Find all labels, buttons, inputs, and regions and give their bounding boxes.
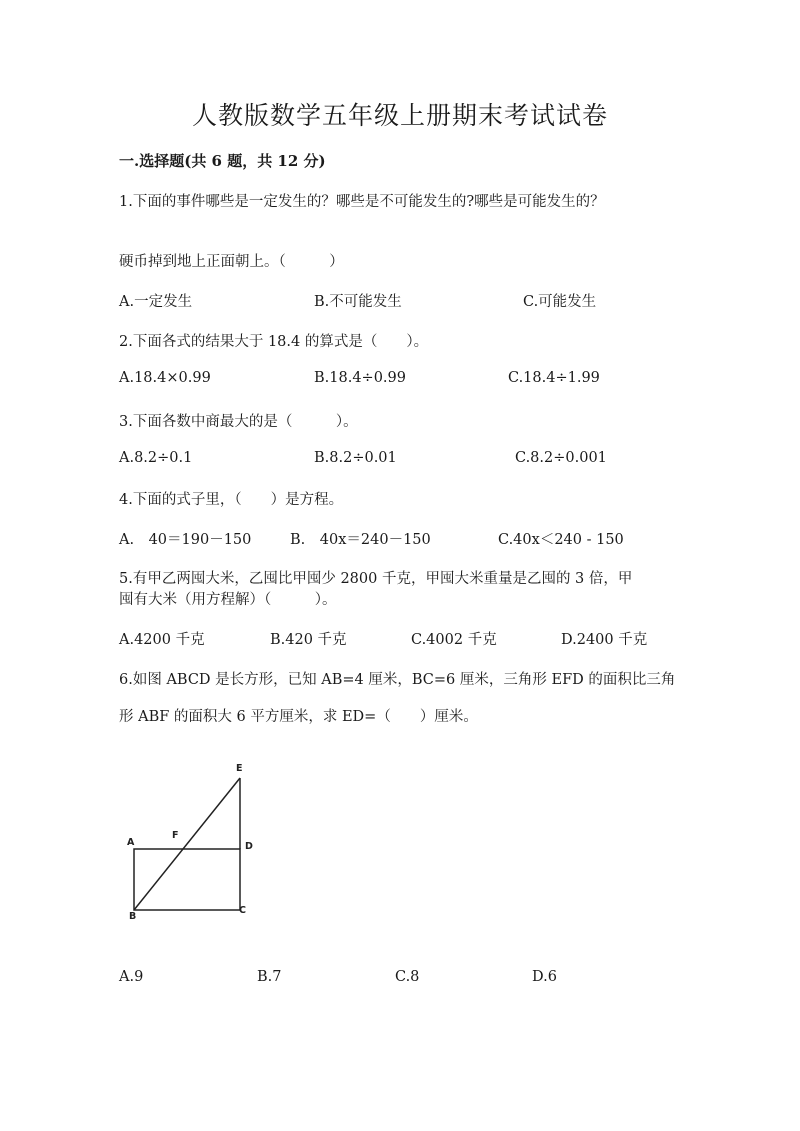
- q5-option-a: A.4200 千克: [119, 632, 205, 648]
- section-heading: 一.选择题(共 6 题，共 12 分): [119, 152, 326, 170]
- q3-option-b: B.8.2÷0.01: [314, 450, 397, 466]
- question-3-text: 3.下面各数中商最大的是（ ）。: [119, 414, 358, 430]
- q2-option-a: A.18.4×0.99: [119, 370, 211, 386]
- q4-option-a: A. 40＝190－150: [119, 532, 252, 548]
- segment-be: [134, 778, 240, 910]
- question-5-text-2: 囤有大米（用方程解）（ ）。: [119, 592, 337, 608]
- label-c: C: [239, 905, 246, 916]
- question-4-text: 4.下面的式子里，（ ）是方程。: [119, 492, 344, 508]
- page-title: 人教版数学五年级上册期末考试试卷: [191, 101, 608, 130]
- rectangle-triangle-figure: [118, 755, 278, 930]
- q2-option-c: C.18.4÷1.99: [508, 370, 600, 386]
- q2-option-b: B.18.4÷0.99: [314, 370, 406, 386]
- question-6-text: 6.如图 ABCD 是长方形，已知 AB=4 厘米，BC=6 厘米，三角形 EFD 的面积比三角: [119, 672, 676, 688]
- question-2-text: 2.下面各式的结果大于 18.4 的算式是（ ）。: [119, 334, 429, 350]
- q5-option-c: C.4002 千克: [411, 632, 497, 648]
- q4-option-c: C.40x＜240 - 150: [498, 532, 624, 548]
- label-b: B: [129, 911, 137, 922]
- q1-option-b: B.不可能发生: [314, 294, 402, 310]
- label-e: E: [236, 763, 243, 774]
- question-6-text-2: 形 ABF 的面积大 6 平方厘米，求 ED=（ ）厘米。: [119, 709, 478, 725]
- q4-option-b: B. 40x＝240－150: [290, 532, 431, 548]
- q3-option-a: A.8.2÷0.1: [119, 450, 193, 466]
- q3-option-c: C.8.2÷0.001: [515, 450, 607, 466]
- q5-option-b: B.420 千克: [270, 632, 347, 648]
- question-1-text-2: 硬币掉到地上正面朝上。（ ）: [119, 254, 344, 270]
- label-d: D: [245, 841, 253, 852]
- q1-option-a: A.一定发生: [119, 294, 193, 310]
- rectangle-abcd: [134, 849, 240, 910]
- label-a: A: [127, 837, 135, 848]
- label-f: F: [172, 830, 179, 841]
- q5-option-d: D.2400 千克: [561, 632, 648, 648]
- question-1-text: 1.下面的事件哪些是一定发生的？哪些是不可能发生的?哪些是可能发生的？: [119, 194, 605, 210]
- question-5-text: 5.有甲乙两囤大米，乙囤比甲囤少 2800 千克，甲囤大米重量是乙囤的 3 倍，甲: [119, 571, 633, 587]
- q6-option-d: D.6: [532, 969, 557, 985]
- q6-option-b: B.7: [257, 969, 282, 985]
- q1-option-c: C.可能发生: [523, 294, 597, 310]
- q6-option-c: C.8: [395, 969, 420, 985]
- q6-option-a: A.9: [119, 969, 144, 985]
